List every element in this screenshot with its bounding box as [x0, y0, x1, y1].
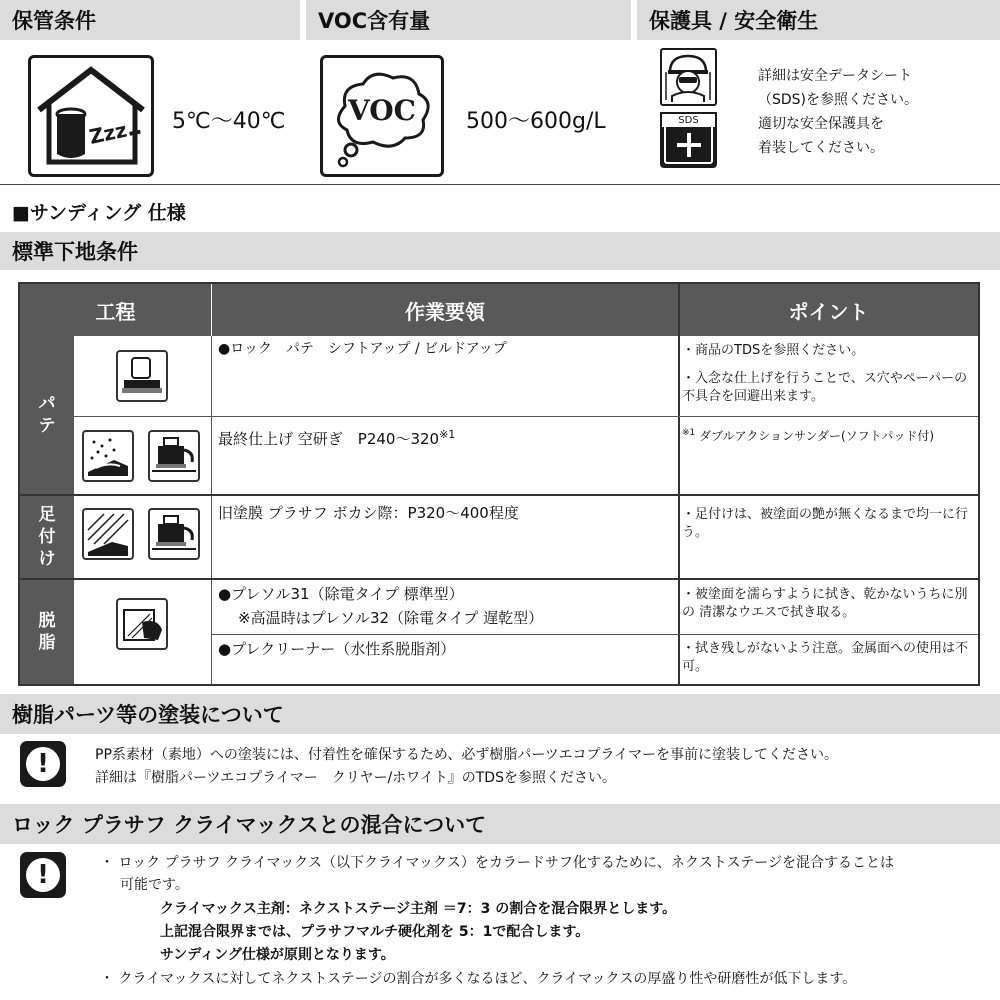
scuff-method: 旧塗膜 プラサフ ボカシ際：P320～400程度 — [218, 504, 519, 522]
mix-bullet-1-cont: 可能です。 — [120, 877, 189, 893]
sander-icon — [148, 430, 200, 482]
resin-line-2: 詳細は『樹脂パーツエコプライマー クリヤー/ホワイト』のTDSを参照ください。 — [95, 770, 616, 786]
putty-final-method: 最終仕上げ 空研ぎ P240～320$^{※1}$ — [218, 428, 456, 448]
safety-instructions — [758, 64, 998, 160]
scuff-sanding-icon — [82, 508, 134, 560]
warning-icon: ! — [20, 852, 66, 898]
grid-line — [20, 494, 978, 496]
resin-header: 樹脂パーツ等の塗装について — [0, 694, 1000, 734]
col-header-process: 工程 — [20, 284, 211, 336]
resin-line-1: PP系素材（素地）への塗装には、付着性を確保するため、必ず樹脂パーツエコプライマーを事前に塗装してください。 — [95, 747, 839, 763]
putty-method: ●ロック パテ シフトアップ / ビルドアップ — [218, 341, 507, 357]
divider — [0, 184, 1000, 185]
safety-line: 適切な安全保護具を — [758, 116, 884, 132]
putty-point-1: ・商品のTDSを参照ください。 — [682, 343, 865, 358]
mix-rule-2: 上記混合限界までは、プラサフマルチ硬化剤を 5：1で配合します。 — [160, 924, 590, 940]
storage-house-icon — [28, 55, 154, 177]
safety-line: （SDS)を参照ください。 — [758, 92, 919, 108]
mix-rule-1: クライマックス主剤：ネクストステージ主剤 ＝7：3 の割合を混合限界とします。 — [160, 901, 677, 917]
sds-icon — [660, 112, 717, 168]
dry-sanding-icon — [82, 430, 134, 482]
scuff-point: ・足付けは、被塗面の艶が無くなるまで均一に行う。 — [682, 507, 969, 540]
safety-header: 保護具 / 安全衛生 — [637, 0, 1000, 40]
mix-bullet-1: ・ ロック プラサフ クライマックス（以下クライマックス）をカラードサフ化するために、ネクストステージを混合することは — [100, 855, 894, 871]
plus-icon — [674, 130, 704, 160]
storage-header: 保管条件 — [0, 0, 300, 40]
putty-block-icon — [116, 350, 168, 402]
protective-gear-icon — [660, 48, 717, 106]
voc-header: VOC含有量 — [306, 0, 631, 40]
degrease-point-2: ・拭き残しがないよう注意。金属面への使用は不可。 — [682, 641, 969, 674]
safety-line: 着装してください。 — [758, 140, 884, 156]
voc-value: 500～600g/L — [466, 109, 606, 134]
grid-line — [211, 634, 978, 635]
grid-line — [678, 284, 680, 684]
group-putty: パ テ — [20, 336, 74, 494]
col-header-point: ポイント — [679, 284, 978, 336]
warning-icon: ! — [20, 741, 66, 787]
mix-header: ロック プラサフ クライマックスとの混合について — [0, 804, 1000, 844]
putty-final-point: $^{※1}$ ダブルアクションサンダー(ソフトパッド付) — [682, 428, 935, 443]
mix-rule-3: サンディング仕様が原則となります。 — [160, 947, 395, 963]
group-scuff: 足 付 け — [20, 496, 74, 578]
sander-icon — [148, 508, 200, 560]
sds-label: SDS — [660, 112, 717, 127]
putty-point-2: ・入念な仕上げを行うことで、ス穴やペーパーの不具合を回避出来ます。 — [682, 371, 968, 404]
degrease-method-2: ●プレクリーナー（水性系脱脂剤） — [218, 640, 456, 658]
grid-line — [20, 578, 978, 580]
group-degrease: 脱 脂 — [20, 580, 74, 684]
degrease-method-1-note: ※高温時はプレソル32（除電タイプ 遅乾型） — [238, 609, 544, 627]
voc-cloud-icon — [320, 55, 444, 177]
mix-bullet-2: ・ クライマックスに対してネクストステージの割合が多くなるほど、クライマックスの厚盛り性や研磨性が低下します。 — [100, 971, 857, 987]
degrease-point-1: ・被塗面を濡らすように拭き、乾かないうちに別の 清潔なウエスで拭き取る。 — [682, 587, 968, 620]
degrease-method-1: ●プレソル31（除電タイプ 標準型） — [218, 585, 464, 603]
col-header-method: 作業要領 — [212, 284, 678, 336]
safety-line: 詳細は安全データシート — [758, 68, 912, 84]
storage-temperature: 5℃～40℃ — [172, 109, 286, 134]
grid-line — [211, 336, 212, 684]
wiping-cloth-icon — [116, 598, 168, 650]
voc-icon-text: VOC — [348, 94, 416, 127]
sanding-title: ■サンディング 仕様 — [12, 202, 186, 224]
grid-line — [74, 416, 978, 417]
svg-text:Zzz..: Zzz.. — [87, 114, 144, 149]
standard-substrate-header: 標準下地条件 — [0, 232, 1000, 270]
sanding-table — [18, 282, 980, 686]
